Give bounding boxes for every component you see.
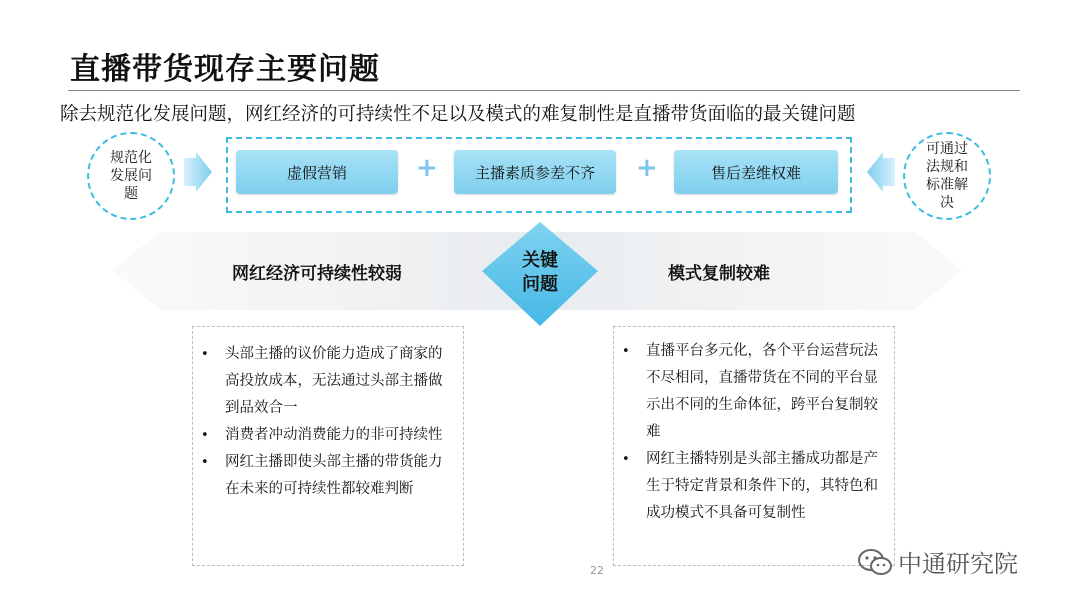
problem-label-3: 售后差维权难 xyxy=(710,163,801,182)
key-line-2: 问题 xyxy=(522,274,558,295)
list-item: • 直播平台多元化，各个平台运营玩法不尽相同，直播带货在不同的平台显示出不同的生命体征，跨平台复制较难 xyxy=(614,338,884,446)
left-points-list xyxy=(193,341,453,503)
plus-icon: + xyxy=(636,153,658,183)
list-item: • 消费者冲动消费能力的非可持续性 xyxy=(193,422,453,449)
plus-icon: + xyxy=(416,153,438,183)
right-banner-label: 模式复制较难 xyxy=(668,264,770,284)
problem-label-1: 虚假营销 xyxy=(286,163,347,182)
list-item: • 网红主播特别是头部主播成功都是产生于特定背景和条件下的，其特色和成功模式不具备可复制性 xyxy=(614,446,884,527)
right-circle-label: 可通过法规和标准解决 xyxy=(926,141,968,211)
problem-label-2: 主播素质参差不齐 xyxy=(474,163,595,182)
list-item: • 网红主播即使头部主播的带货能力在未来的可持续性都较难判断 xyxy=(193,449,453,503)
left-circle-label: 规范化发展问题 xyxy=(110,150,152,202)
page-title: 直播带货现存主要问题 xyxy=(70,52,380,87)
right-points-list xyxy=(614,338,884,527)
watermark xyxy=(858,544,1018,579)
left-points-panel xyxy=(192,326,464,566)
page-subtitle: 除去规范化发展问题，网红经济的可持续性不足以及模式的难复制性是直播带货面临的最关键问题 xyxy=(60,104,856,125)
right-points-panel xyxy=(613,326,895,566)
left-banner-label: 网红经济可持续性较弱 xyxy=(232,264,402,284)
watermark-text: 中通研究院 xyxy=(898,550,1018,578)
list-item: • 头部主播的议价能力造成了商家的高投放成本，无法通过头部主播做到品效合一 xyxy=(193,341,453,422)
key-label xyxy=(510,249,570,297)
key-line-1: 关键 xyxy=(522,250,558,271)
wechat-icon xyxy=(858,548,892,576)
page-number: 22 xyxy=(590,564,604,577)
